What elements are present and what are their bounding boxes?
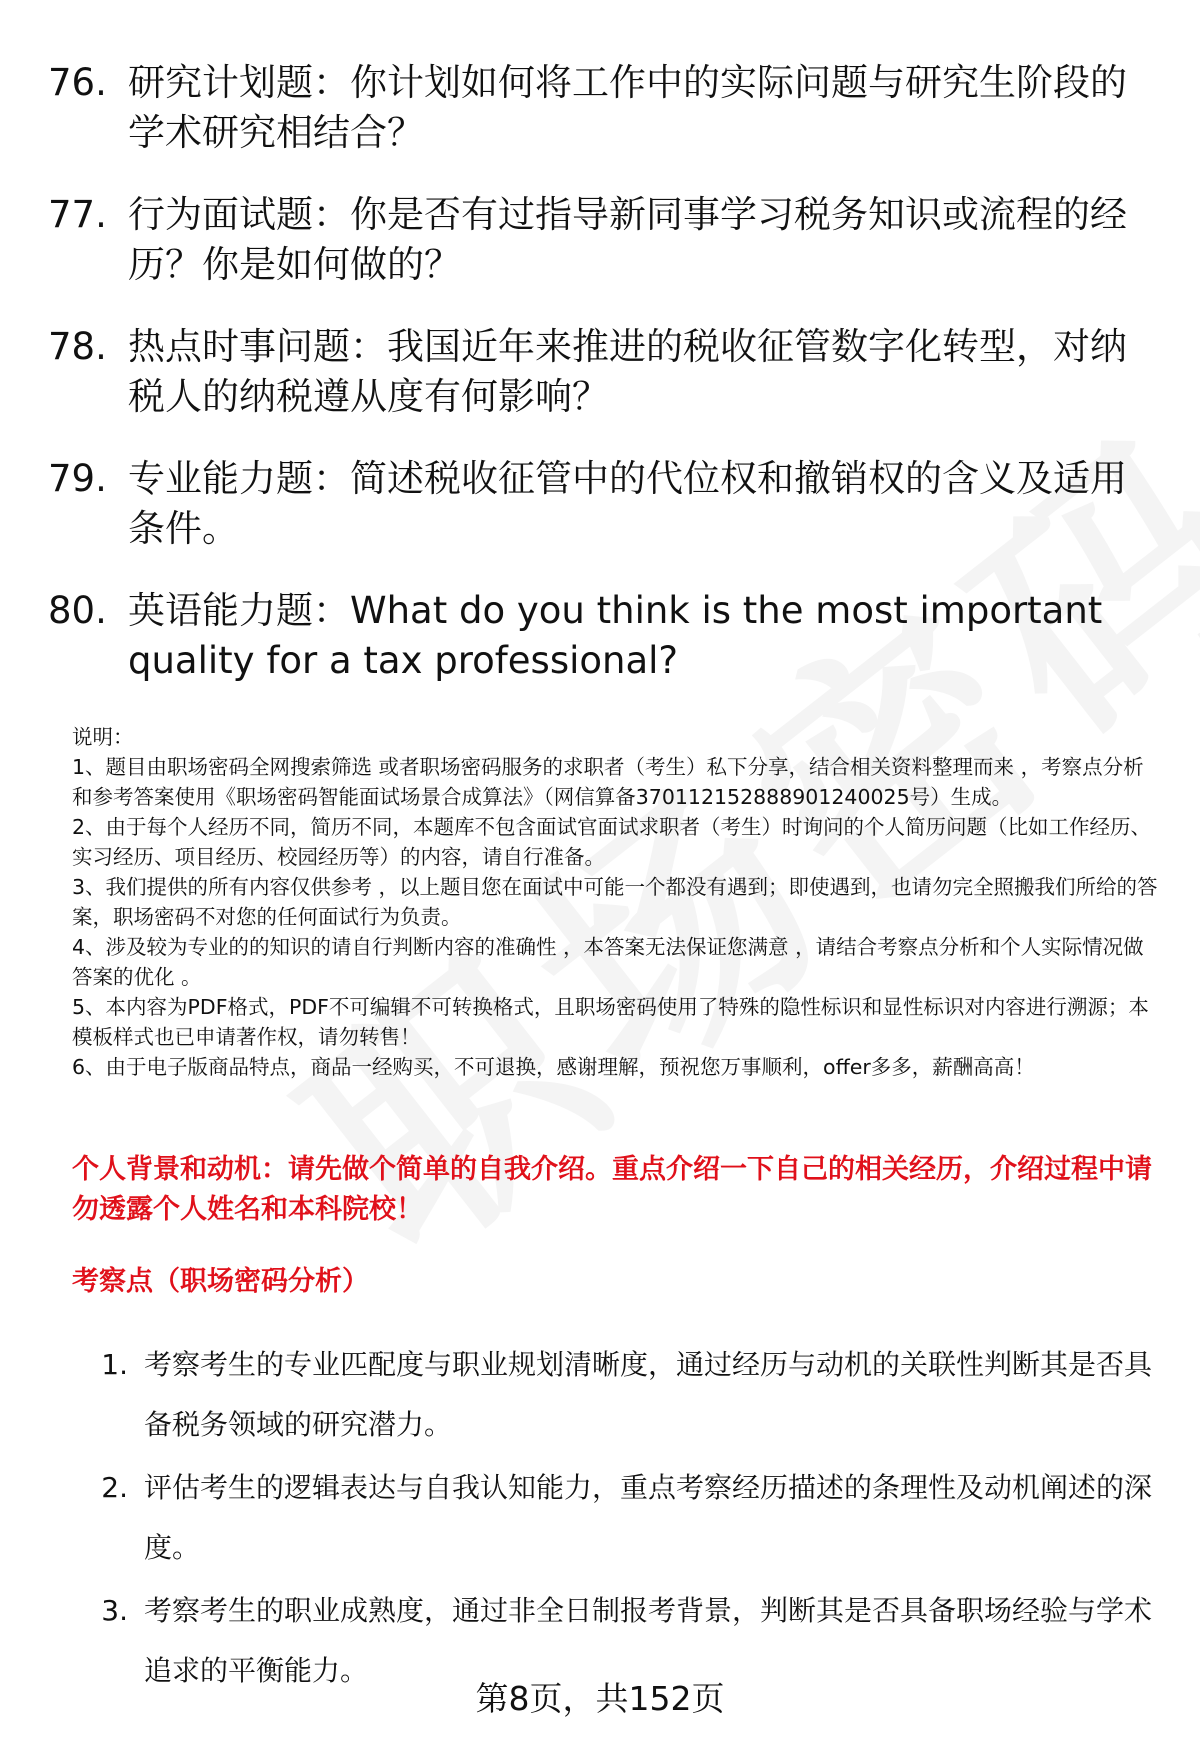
question-item (48, 454, 1158, 554)
question-number: 77. (48, 193, 107, 236)
note-item: 4、涉及较为专业的的知识的请自行判断内容的准确性 ，本答案无法保证您满意 ，请结合考察点分析和个人实际情况做答案的优化 。 (72, 935, 1144, 989)
page-footer: 第8页，共152页 (475, 1679, 725, 1718)
note-item: 3、我们提供的所有内容仅供参考 ，以上题目您在面试中可能一个都没有遇到；即使遇到，也请勿完全照搬我们所给的答案，职场密码不对您的任何面试行为负责。 (72, 875, 1158, 929)
note-item: 2、由于每个人经历不同，简历不同，本题库不包含面试官面试求职者（考生）时询问的个人简历问题（比如工作经历、实习经历、项目经历、校园经历等）的内容，请自行准备。 (72, 815, 1152, 869)
question-item (48, 190, 1158, 290)
question-number: 80. (48, 589, 107, 632)
analysis-text: 考察考生的职业成熟度，通过非全日制报考背景，判断其是否具备职场经验与学术追求的平衡能力。 (144, 1594, 1153, 1687)
analysis-number: 3. (101, 1594, 128, 1627)
notes-title: 说明： (72, 725, 134, 749)
question-text: 研究计划题：你计划如何将工作中的实际问题与研究生阶段的学术研究相结合？ (128, 61, 1127, 154)
analysis-item (72, 1458, 1162, 1578)
question-item (48, 586, 1158, 686)
question-text: 热点时事问题：我国近年来推进的税收征管数字化转型，对纳税人的纳税遵从度有何影响？ (128, 325, 1127, 418)
question-item (48, 58, 1158, 158)
note-item: 6、由于电子版商品特点，商品一经购买，不可退换，感谢理解，预祝您万事顺利，offer多多，薪酬高高！ (72, 1055, 1035, 1079)
note-item: 1、题目由职场密码全网搜索筛选 或者职场密码服务的求职者（考生）私下分享，结合相关资料整理而来 ，考察点分析和参考答案使用《职场密码智能面试场景合成算法》（网信算备370112152888901240025号）生成。 (72, 755, 1144, 809)
question-text: 行为面试题：你是否有过指导新同事学习税务知识或流程的经历？你是如何做的？ (128, 193, 1127, 286)
note-item: 5、本内容为PDF格式，PDF不可编辑不可转换格式，且职场密码使用了特殊的隐性标识和显性标识对内容进行溯源；本模板样式也已申请著作权，请勿转售！ (72, 995, 1149, 1049)
analysis-number: 2. (101, 1471, 128, 1504)
question-number: 78. (48, 325, 107, 368)
analysis-text: 考察考生的专业匹配度与职业规划清晰度，通过经历与动机的关联性判断其是否具备税务领域的研究潜力。 (144, 1348, 1153, 1441)
question-item (48, 322, 1158, 422)
background-heading: 个人背景和动机：请先做个简单的自我介绍。重点介绍一下自己的相关经历，介绍过程中请勿透露个人姓名和本科院校！ (72, 1154, 1152, 1225)
question-number: 76. (48, 61, 107, 104)
analysis-item (72, 1335, 1162, 1455)
question-number: 79. (48, 457, 107, 500)
analysis-text: 评估考生的逻辑表达与自我认知能力，重点考察经历描述的条理性及动机阐述的深度。 (144, 1471, 1153, 1564)
notes-section (72, 722, 1162, 1082)
question-text: 英语能力题：What do you think is the most important quality for a tax professional? (128, 589, 1103, 682)
analysis-number: 1. (101, 1348, 128, 1381)
analysis-heading: 考察点（职场密码分析） (72, 1266, 369, 1297)
question-list (48, 58, 1158, 718)
analysis-list (72, 1335, 1162, 1704)
question-text: 专业能力题：简述税收征管中的代位权和撤销权的含义及适用条件。 (128, 457, 1127, 550)
